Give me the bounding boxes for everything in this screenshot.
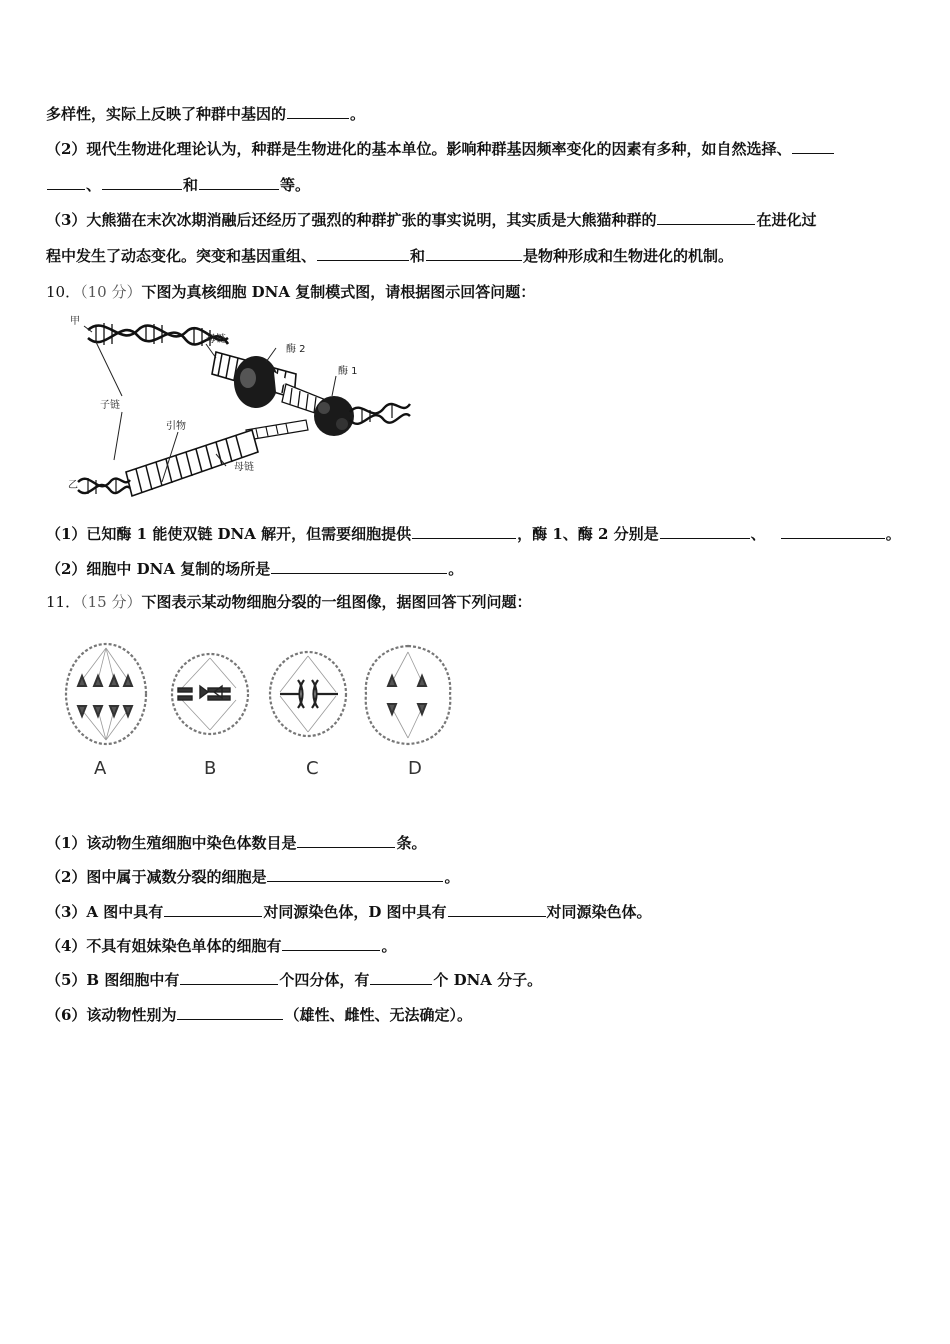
text-line-2: （2）现代生物进化理论认为，种群是生物进化的基本单位。影响种群基因频率变化的因素有多种，如自然选择、 (46, 138, 835, 159)
label-mother-strand-top: 母链 (206, 334, 226, 345)
answer-blank[interactable] (287, 103, 349, 119)
cell-a (66, 644, 146, 744)
question-10-heading: 10．（10 分）下图为真核细胞 DNA 复制模式图，请根据图示回答问题： (46, 283, 536, 301)
answer-blank[interactable] (781, 523, 885, 539)
question-11-part-4: （4）不具有姐妹染色单体的细胞有 。 (46, 937, 397, 955)
answer-blank[interactable] (177, 1004, 283, 1020)
answer-blank[interactable] (657, 209, 755, 225)
answer-blank[interactable] (448, 901, 546, 917)
dna-replication-figure (66, 312, 411, 504)
label-daughter-strand: 子链 (100, 400, 120, 411)
answer-blank[interactable] (199, 174, 279, 190)
answer-blank[interactable] (282, 935, 380, 951)
cell-d (366, 646, 451, 744)
cell-label-b: B (204, 758, 217, 779)
question-11-part-5: （5）B 图细胞中有 个四分体，有 个 DNA 分子。 (46, 971, 543, 989)
question-11-part-6: （6）该动物性别为 （雄性、雌性、无法确定）。 (46, 1006, 472, 1024)
answer-blank[interactable] (271, 558, 447, 574)
text-line-5: 程中发生了动态变化。突变和基因重组、 和 是物种形成和生物进化的机制。 (46, 247, 734, 265)
cell-label-d: D (408, 758, 422, 779)
label-yi: 乙 (68, 480, 78, 491)
text-line-4: （3）大熊猫在末次冰期消融后还经历了强烈的种群扩张的事实说明，其实质是大熊猫种群的 在进化过 (46, 211, 817, 229)
question-11-part-3: （3）A 图中具有 对同源染色体，D 图中具有 对同源染色体。 (46, 903, 652, 921)
label-jia: 甲 (70, 316, 80, 327)
question-10-part-2: （2）细胞中 DNA 复制的场所是 。 (46, 560, 464, 578)
cell-label-a: A (94, 758, 107, 779)
question-10-part-1: （1）已知酶 1 能使双链 DNA 解开，但需要细胞提供 ，酶 1、酶 2 分别是 、 。 (46, 525, 901, 543)
question-11-part-2: （2）图中属于减数分裂的细胞是 。 (46, 868, 460, 886)
text-line-1: 多样性，实际上反映了种群中基因的 。 (46, 105, 366, 123)
answer-blank[interactable] (660, 523, 750, 539)
cell-label-c: C (306, 758, 319, 779)
label-enzyme-1: 酶 1 (338, 366, 358, 377)
text-line-3: 、 和 等。 (46, 174, 310, 195)
cell-division-figure (58, 636, 458, 786)
answer-blank[interactable] (102, 174, 182, 190)
answer-blank[interactable] (297, 832, 395, 848)
answer-blank[interactable] (426, 245, 522, 261)
answer-blank[interactable] (412, 523, 516, 539)
answer-blank[interactable] (792, 138, 834, 154)
label-primer: 引物 (166, 421, 186, 432)
answer-blank[interactable] (370, 969, 432, 985)
question-11-part-1: （1）该动物生殖细胞中染色体数目是 条。 (46, 834, 427, 852)
answer-blank[interactable] (47, 174, 85, 190)
question-11-heading: 11．（15 分）下图表示某动物细胞分裂的一组图像，据图回答下列问题： (46, 593, 532, 611)
cell-c (270, 652, 346, 736)
label-mother-strand-bottom: 母链 (234, 462, 254, 473)
answer-blank[interactable] (267, 866, 443, 882)
answer-blank[interactable] (164, 901, 262, 917)
cell-b (172, 654, 248, 734)
label-enzyme-2: 酶 2 (286, 344, 306, 355)
answer-blank[interactable] (317, 245, 409, 261)
answer-blank[interactable] (180, 969, 278, 985)
